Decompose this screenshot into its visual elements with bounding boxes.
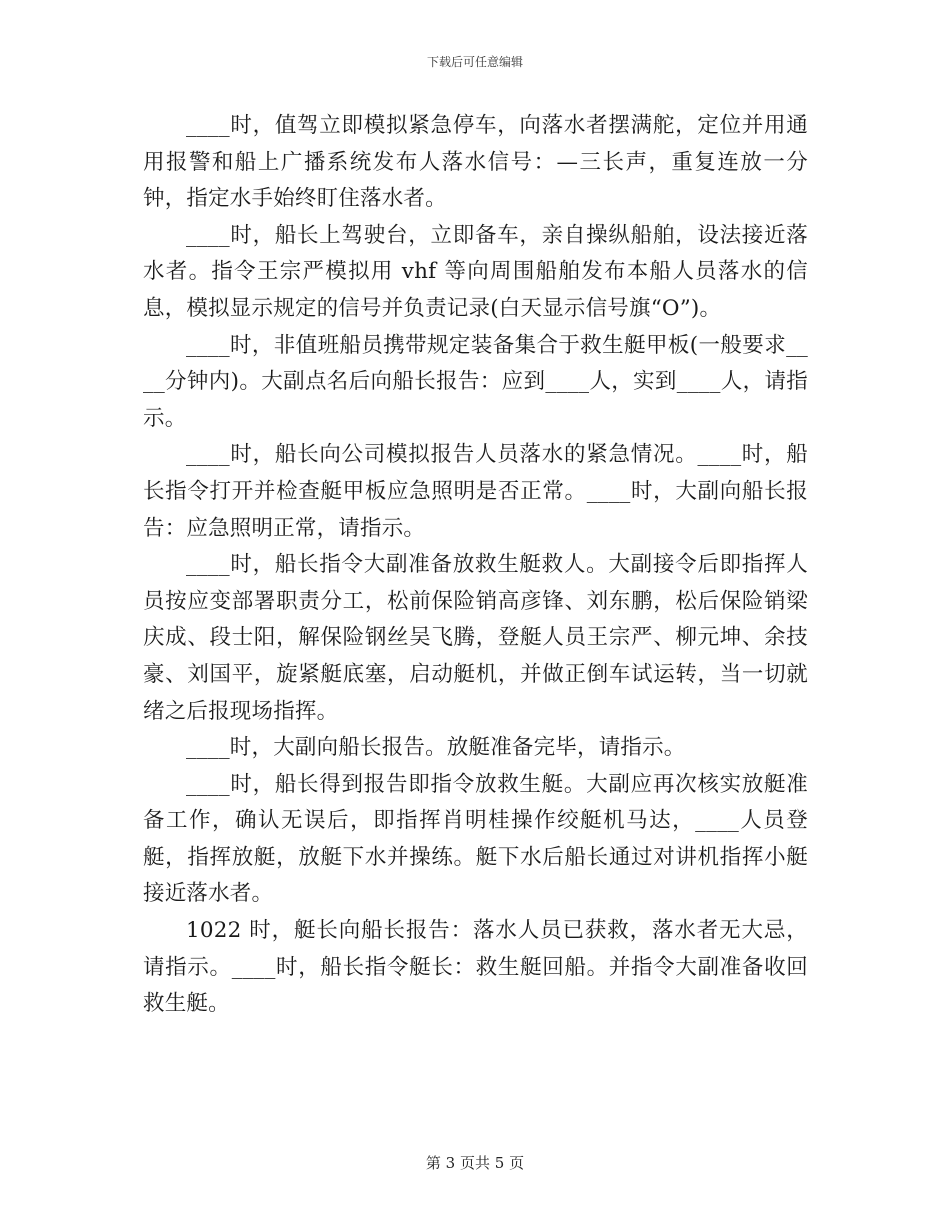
page-number: 第 3 页共 5 页 xyxy=(425,1154,525,1172)
paragraph-7: ____时，船长得到报告即指令放救生艇。大副应再次核实放艇准备工作，确认无误后，即指挥肖明桂操作绞艇机马达，____人员登艇，指挥放艇，放艇下水并操练。艇下水后船长通过对讲机指挥小艇接近落水者。 xyxy=(143,771,808,907)
paragraph-1: ____时，值驾立即模拟紧急停车，向落水者摆满舵，定位并用通用报警和船上广播系统发布人落水信号：—三长声，重复连放一分钟，指定水手始终盯住落水者。 xyxy=(143,113,808,212)
page-header: 下载后可任意编辑 xyxy=(426,55,523,69)
paragraph-6: ____时，大副向船长报告。放艇准备完毕，请指示。 xyxy=(186,735,686,761)
document-body xyxy=(143,108,808,1023)
paragraph-3: ____时，非值班船员携带规定装备集合于救生艇甲板(一般要求____分钟内)。大副点名后向船长报告：应到____人，实到____人，请指示。 xyxy=(143,332,808,431)
paragraph-4: ____时，船长向公司模拟报告人员落水的紧急情况。____时，船长指令打开并检查艇甲板应急照明是否正常。____时，大副向船长报告：应急照明正常，请指示。 xyxy=(143,442,808,541)
paragraph-8: 1022 时，艇长向船长报告：落水人员已获救，落水者无大忌，请指示。____时，船长指令艇长：救生艇回船。并指令大副准备收回救生艇。 xyxy=(143,918,808,1017)
paragraph-2: ____时，船长上驾驶台，立即备车，亲自操纵船舶，设法接近落水者。指令王宗严模拟用 vhf 等向周围船舶发布本船人员落水的信息，模拟显示规定的信号并负责记录(白天显示信号旗“O”)。 xyxy=(143,222,808,321)
paragraph-5: ____时，船长指令大副准备放救生艇救人。大副接令后即指挥人员按应变部署职责分工，松前保险销高彦锋、刘东鹏，松后保险销梁庆成、段士阳，解保险钢丝吴飞腾，登艇人员王宗严、柳元坤、余技豪、刘国平，旋紧艇底塞，启动艇机，并做正倒车试运转，当一切就绪之后报现场指挥。 xyxy=(143,552,808,724)
